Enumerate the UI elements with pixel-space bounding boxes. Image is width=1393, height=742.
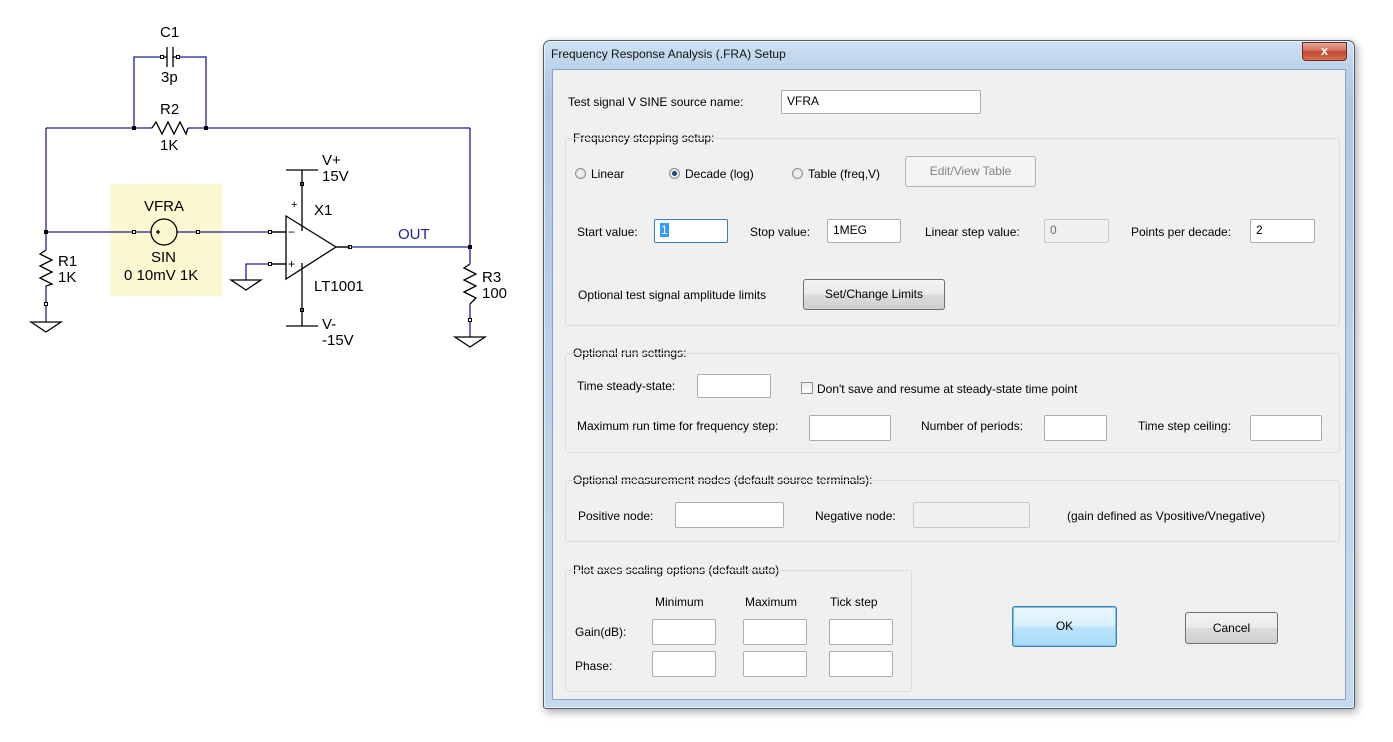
r2-value: 1K [160, 137, 179, 154]
vplus-value: 15V [322, 168, 349, 185]
opamp-minus-sign: − [288, 225, 296, 239]
capacitor-c1[interactable] [163, 47, 176, 67]
vplus-name: V+ [322, 152, 341, 169]
run-settings-group [565, 353, 1340, 453]
close-icon[interactable]: x [1302, 42, 1347, 61]
axes-row-gain: Gain(dB): [575, 625, 627, 639]
vfra-params: 0 10mV 1K [124, 267, 199, 284]
positive-node-input[interactable] [675, 502, 784, 528]
fra-setup-dialog [543, 40, 1355, 709]
resistor-r1[interactable] [40, 250, 52, 286]
nodes-group-title: Optional measurement nodes (default source terminals): [573, 473, 873, 487]
vminus-value: -15V [322, 332, 354, 349]
max-run-time-input[interactable] [809, 415, 891, 441]
phase-min-input[interactable] [652, 651, 716, 677]
dont-save-label[interactable]: Don't save and resume at steady-state time point [817, 382, 1078, 396]
linear-step-input[interactable]: 0 [1044, 219, 1109, 243]
dialog-title: Frequency Response Analysis (.FRA) Setup [551, 47, 786, 61]
gain-max-input[interactable] [743, 619, 807, 645]
steady-state-input[interactable] [697, 374, 771, 398]
set-change-limits-button[interactable]: Set/Change Limits [803, 279, 945, 310]
stop-value-label: Stop value: [750, 225, 811, 239]
r1-value: 1K [58, 269, 77, 286]
edit-view-table-button[interactable]: Edit/View Table [905, 156, 1036, 187]
vminus-name: V- [322, 316, 337, 333]
r3-value: 100 [482, 285, 508, 302]
points-per-decade-label: Points per decade: [1131, 225, 1232, 239]
cancel-button[interactable]: Cancel [1185, 612, 1278, 644]
gain-min-input[interactable] [652, 619, 716, 645]
radio-linear[interactable] [575, 168, 586, 179]
vfra-type: SIN [151, 249, 177, 266]
c1-value: 3p [161, 69, 178, 86]
phase-max-input[interactable] [743, 651, 807, 677]
opamp-ref: X1 [314, 202, 333, 219]
wires [46, 57, 470, 337]
negative-node-input[interactable] [913, 502, 1030, 528]
amplitude-limits-label: Optional test signal amplitude limits [578, 288, 767, 302]
axes-row-phase: Phase: [575, 659, 613, 673]
start-value-label: Start value: [577, 225, 638, 239]
dialog-client-area [552, 69, 1346, 700]
time-step-ceiling-input[interactable] [1250, 415, 1322, 441]
linear-step-label: Linear step value: [925, 225, 1020, 239]
radio-linear-label[interactable]: Linear [591, 167, 625, 181]
stop-value-input[interactable]: 1MEG [827, 219, 901, 243]
vfra-name: VFRA [144, 198, 185, 215]
radio-table[interactable] [792, 168, 803, 179]
opamp-x1[interactable] [272, 170, 350, 326]
number-of-periods-input[interactable] [1044, 415, 1107, 441]
axes-col-maximum: Maximum [745, 595, 798, 609]
phase-tick-input[interactable] [829, 651, 893, 677]
number-of-periods-label: Number of periods: [921, 419, 1024, 433]
axes-col-tick-step: Tick step [830, 595, 878, 609]
start-value-input[interactable] [654, 219, 728, 243]
negative-node-label: Negative node: [815, 509, 896, 523]
opamp-vplus-pin-sign: + [291, 199, 298, 211]
positive-node-label: Positive node: [578, 509, 654, 523]
stepping-group-title: Frequency stepping setup: [573, 131, 715, 145]
radio-decade-label[interactable]: Decade (log) [685, 167, 754, 181]
source-name-label: Test signal V SINE source name: [568, 95, 744, 109]
start-value-selected-text: 1 [661, 223, 668, 237]
r2-ref: R2 [160, 101, 180, 118]
opamp-plus-sign: + [288, 257, 296, 271]
ground-symbols [31, 280, 485, 347]
radio-table-label[interactable]: Table (freq,V) [808, 167, 881, 181]
dont-save-checkbox[interactable] [801, 382, 813, 394]
source-name-input[interactable]: VFRA [781, 90, 981, 114]
resistor-r3[interactable] [464, 264, 476, 304]
gain-definition-note: (gain defined as Vpositive/Vnegative) [1067, 509, 1266, 523]
points-per-decade-input[interactable]: 2 [1250, 219, 1315, 243]
max-run-time-label: Maximum run time for frequency step: [577, 419, 779, 433]
ok-button[interactable]: OK [1012, 606, 1117, 647]
steady-state-label: Time steady-state: [577, 379, 676, 393]
run-settings-group-title: Optional run settings: [573, 346, 687, 360]
radio-decade[interactable] [669, 168, 680, 179]
axes-group-title: Plot axes scaling options (default auto) [573, 563, 780, 577]
r3-ref: R3 [482, 269, 502, 286]
time-step-ceiling-label: Time step ceiling: [1138, 419, 1231, 433]
axes-col-minimum: Minimum [655, 595, 704, 609]
gain-tick-input[interactable] [829, 619, 893, 645]
c1-ref: C1 [160, 24, 180, 41]
out-net-label[interactable]: OUT [398, 226, 430, 243]
resistor-r2[interactable] [152, 122, 188, 134]
opamp-model: LT1001 [314, 278, 364, 295]
schematic-canvas[interactable] [0, 0, 540, 742]
r1-ref: R1 [58, 253, 78, 270]
